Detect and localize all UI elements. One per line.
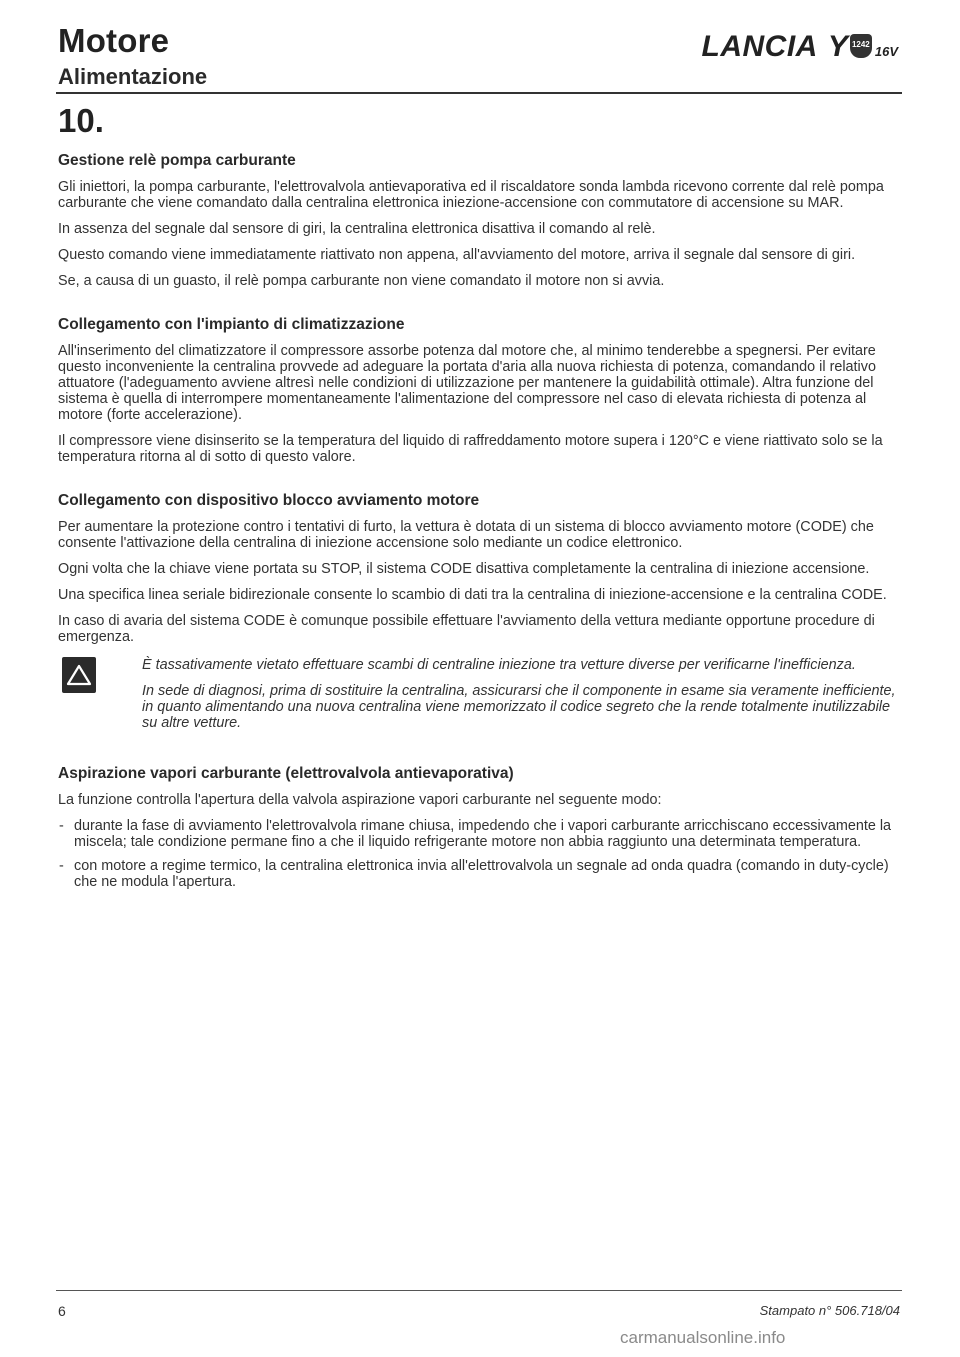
model-name: Y xyxy=(827,30,848,63)
footer-divider xyxy=(56,1290,902,1291)
paragraph: In assenza del segnale dal sensore di giri, la centralina elettronica disattiva il comando al relè. xyxy=(58,221,656,237)
section-heading: Collegamento con l'impianto di climatizzazione xyxy=(58,316,405,333)
chapter-title: Motore xyxy=(58,22,170,59)
watermark-credit: carmanualsonline.info xyxy=(620,1328,786,1347)
warning-icon xyxy=(62,657,96,741)
section-immobilizer xyxy=(58,492,900,741)
warning-paragraph: È tassativamente vietato effettuare scambi di centraline iniezione tra vetture diverse per verificarne l'inefficienza. xyxy=(142,657,856,673)
list-item: - durante la fase di avviamento l'elettrovalvola rimane chiusa, impedendo che i vapori carburante arricchiscano eccessivamente la miscela; tale condizione permane fino a che il liquido refrigerante motore non abbia raggiunto una determinata temperatura. xyxy=(58,818,900,850)
bullet-list xyxy=(58,818,900,890)
print-stamp: Stampato n° 506.718/04 xyxy=(759,1303,900,1318)
section-number: 10. xyxy=(58,102,104,139)
brand-logo xyxy=(702,30,898,64)
lancia-shield-icon xyxy=(850,34,872,58)
list-item: - con motore a regime termico, la centralina elettronica invia all'elettrovalvola un segnale ad onda quadra (comando in duty-cycle) che ne modula l'apertura. xyxy=(58,858,900,890)
section-heading: Collegamento con dispositivo blocco avviamento motore xyxy=(58,492,480,509)
paragraph: Il compressore viene disinserito se la temperatura del liquido di raffreddamento motore supera i 120°C e viene riattivato solo se la temperatura ritorna al di sotto di questo valore. xyxy=(58,433,883,465)
paragraph: Gli iniettori, la pompa carburante, l'elettrovalvola antievaporativa ed il riscaldatore sonda lambda ricevono corrente dal relè pompa carburante che viene comandato dalla centralina elettronica iniezione-accensione con commutatore di accensione su MAR. xyxy=(58,179,884,211)
warning-text xyxy=(142,657,900,741)
paragraph: All'inserimento del climatizzatore il compressore assorbe potenza dal motore che, al minimo tenderebbe a spegnersi. Per evitare questo inconveniente la centralina provvede ad adeguare la portata d'aria alla nuova richiesta di potenza, comandando il relativo attuatore (l'adeguamento avviene altresì nelle condizioni di utilizzazione per mantenere la guidabilità ottimale). Altra funzione del sistema è quella di interrompere momentaneamente l'alimentazione del compressore nel caso di elevata richiesta di potenza al motore (forte accelerazione). xyxy=(58,343,876,423)
paragraph: Questo comando viene immediatamente riattivato non appena, all'avviamento del motore, arriva il segnale dal sensore di giri. xyxy=(58,247,856,263)
paragraph: Ogni volta che la chiave viene portata su STOP, il sistema CODE disattiva completamente la centralina di iniezione accensione. xyxy=(58,561,870,577)
page-number: 6 xyxy=(58,1303,66,1319)
warning-note xyxy=(58,657,900,741)
paragraph: In caso di avaria del sistema CODE è comunque possibile effettuare l'avviamento della vettura mediante opportune procedure di emergenza. xyxy=(58,613,875,645)
section-evaporative-valve xyxy=(58,765,900,890)
chapter-subtitle: Alimentazione xyxy=(58,64,208,89)
paragraph: Una specifica linea seriale bidirezionale consente lo scambio di dati tra la centralina di iniezione-accensione e la centralina CODE. xyxy=(58,587,887,603)
paragraph: Se, a causa di un guasto, il relè pompa carburante non viene comandato il motore non si avvia. xyxy=(58,273,665,289)
variant-label: 16V xyxy=(874,44,898,59)
paragraph: Per aumentare la protezione contro i tentativi di furto, la vettura è dotata di un sistema di blocco avviamento motore (CODE) che consente l'attivazione della centralina di iniezione accensione solo mediante un codice elettronico. xyxy=(58,519,874,551)
warning-paragraph: In sede di diagnosi, prima di sostituire la centralina, assicurarsi che il componente in esame sia veramente inefficiente, in quanto alimentando una nuova centralina viene memorizzato il codice segreto che la rende totalmente inutilizzabile su altre vetture. xyxy=(142,683,896,731)
page-content xyxy=(58,152,900,898)
section-heading: Aspirazione vapori carburante (elettrovalvola antievaporativa) xyxy=(58,765,514,782)
paragraph: La funzione controlla l'apertura della valvola aspirazione vapori carburante nel seguente modo: xyxy=(58,792,662,808)
brand-name: LANCIA xyxy=(701,30,818,63)
section-air-conditioning xyxy=(58,316,900,465)
section-heading: Gestione relè pompa carburante xyxy=(58,152,296,169)
header-divider xyxy=(56,92,902,94)
section-fuel-pump-relay xyxy=(58,152,900,289)
badge-label: 1242 xyxy=(851,40,870,49)
